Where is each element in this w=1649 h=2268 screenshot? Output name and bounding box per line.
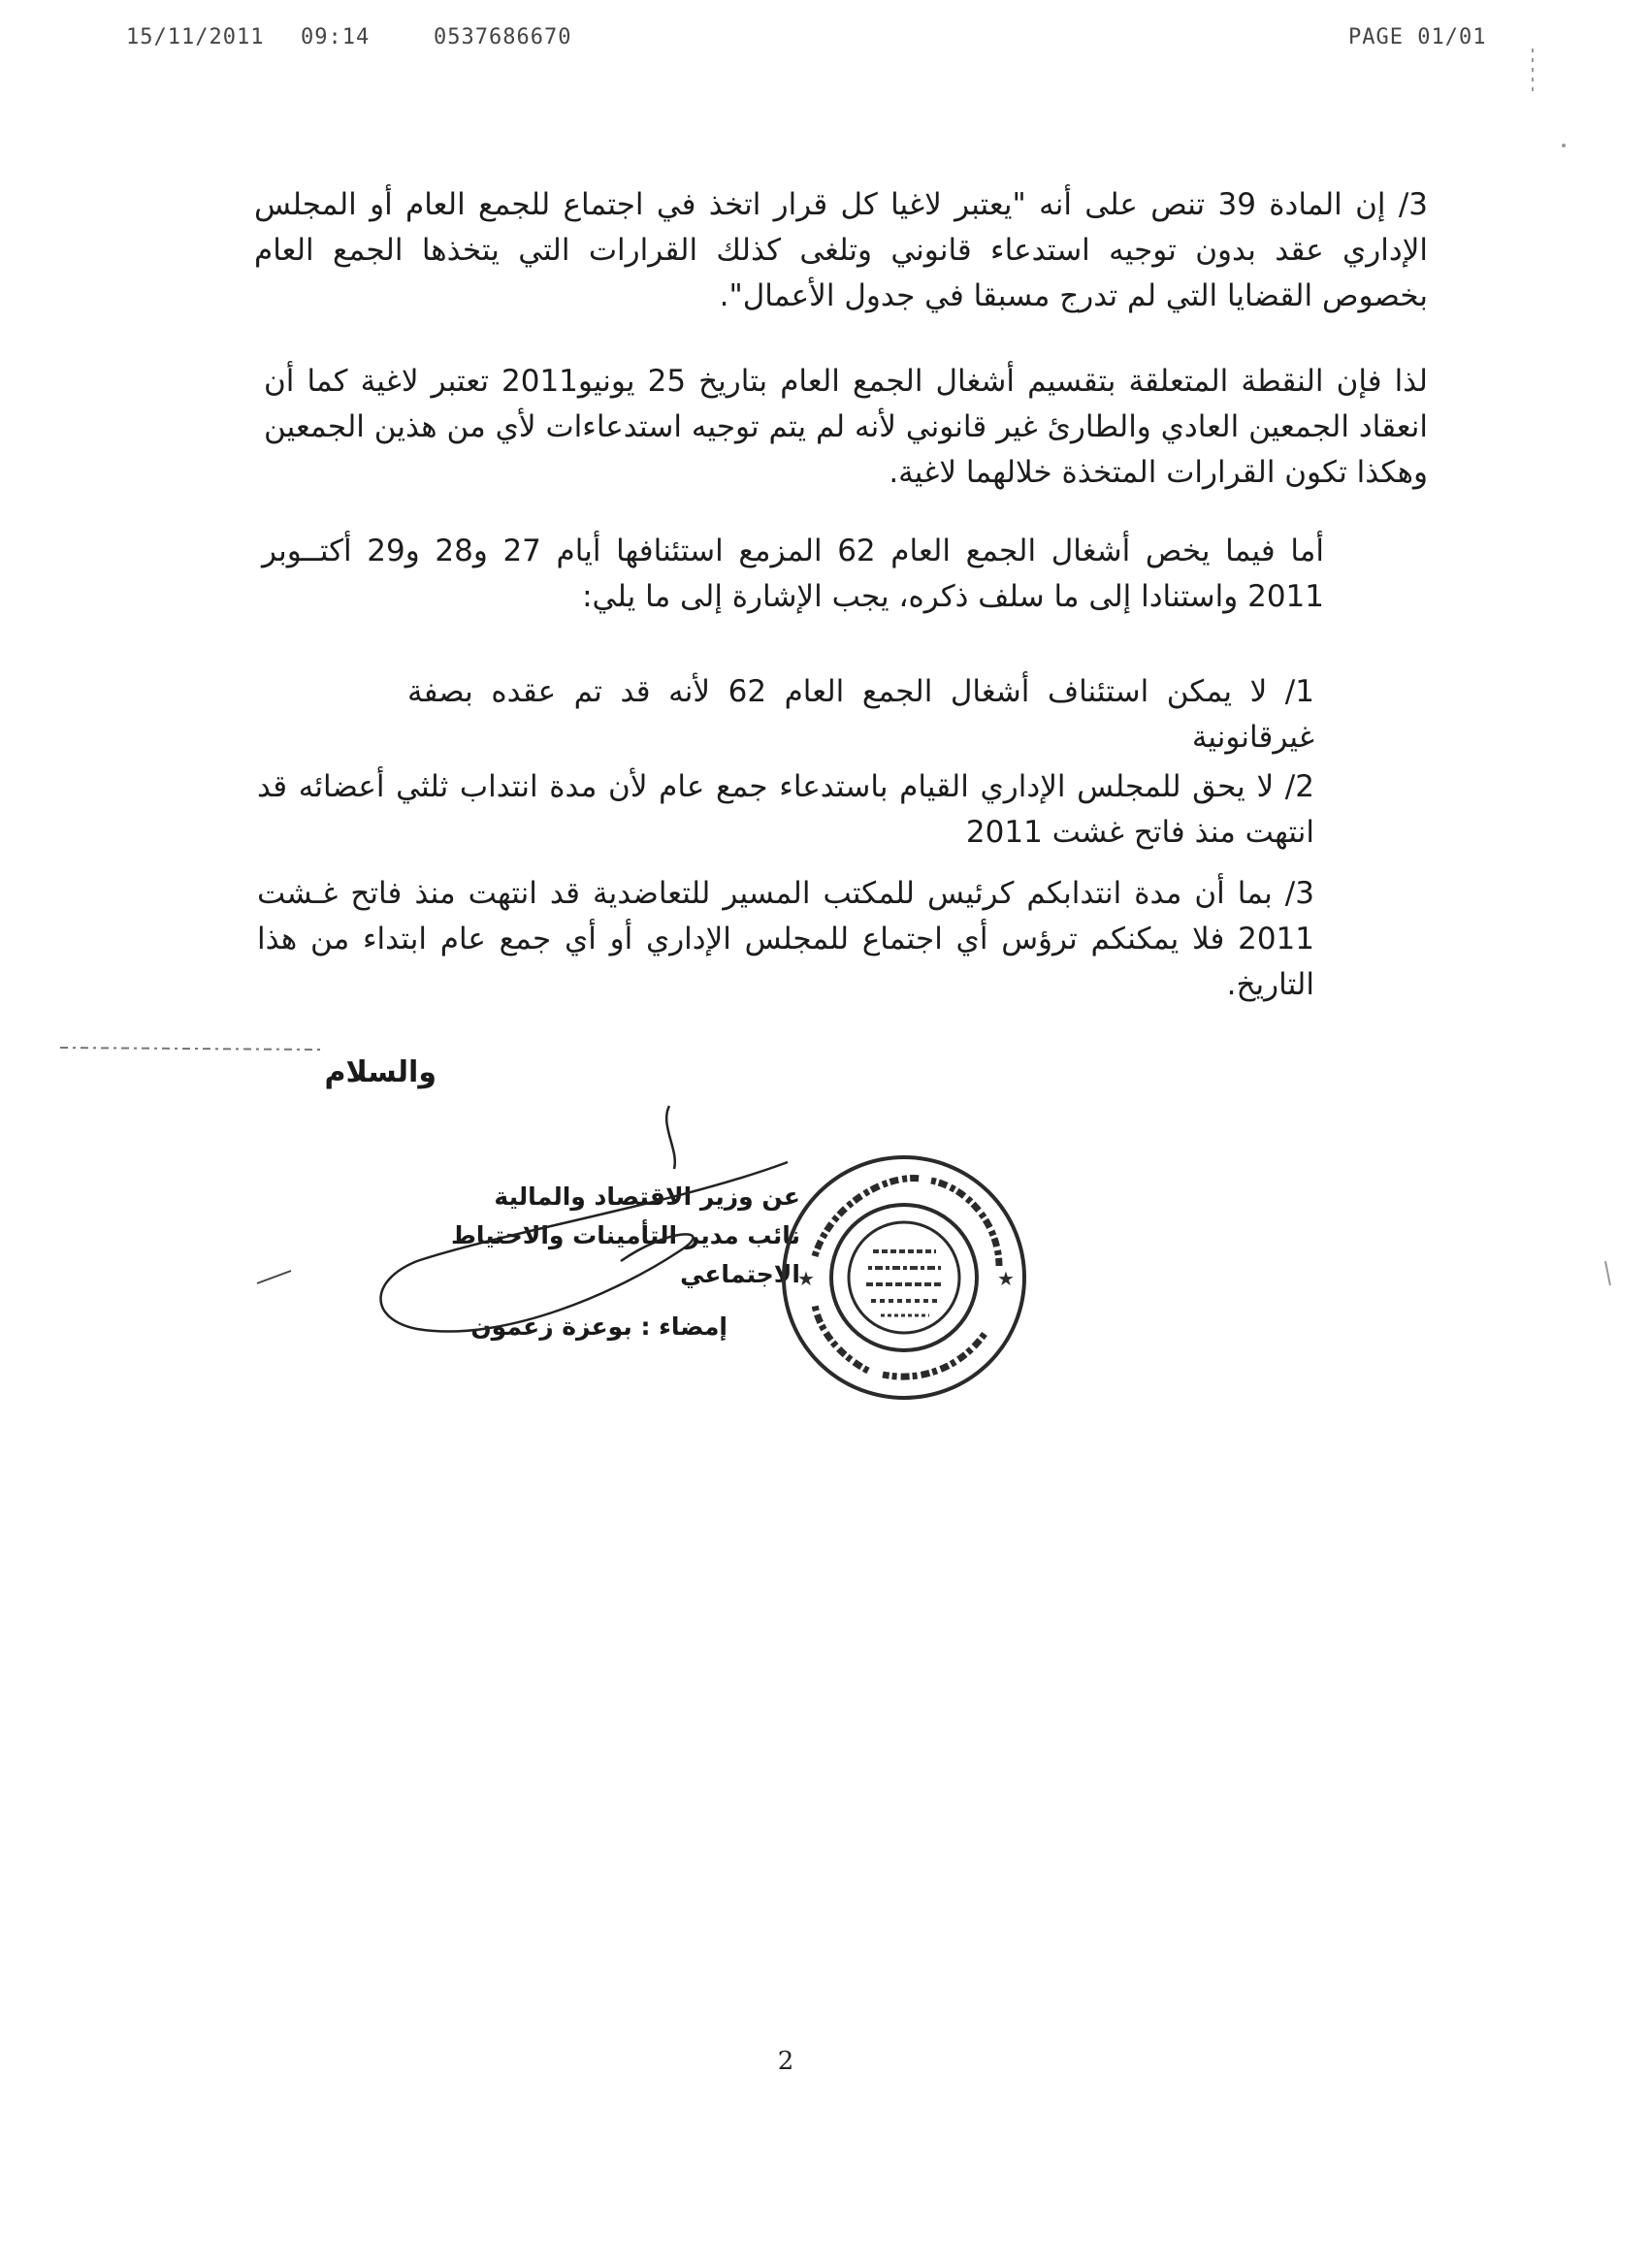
stamp-ring-text	[815, 1179, 999, 1377]
signature-title-line-2: نائب مدير التأمينات والاحتياط الاجتماعي	[450, 1221, 800, 1288]
page-number: 2	[777, 2047, 794, 2076]
list-item-2: 2/ لا يحق للمجلس الإداري القيام باستدعاء جمع عام لأن مدة انتداب ثلثي أعضائه قد انتهت منذ فاتح غشت 2011	[257, 769, 1314, 850]
stamp-star-right: ★	[997, 1267, 1015, 1290]
official-stamp	[776, 1150, 1033, 1407]
closing-salutation: والسلام	[324, 1055, 436, 1089]
list-item-3: 3/ بما أن مدة انتدابكم كرئيس للمكتب المسير للتعاضدية قد انتهت منذ فاتح غـشت 2011 فلا يمكنكم ترؤس أي اجتماع للمجلس الإداري أو أي جمع عام ابتداء من هذا التاريخ.	[257, 876, 1314, 1002]
stamp-outer-ring	[784, 1157, 1024, 1398]
scan-dash-line	[60, 1048, 320, 1050]
paragraph-annulment: لذا فإن النقطة المتعلقة بتقسيم أشغال الجمع العام بتاريخ 25 يونيو2011 تعتبر لاغية كما أن انعقاد الجمعين العادي والطارئ غير قانوني لأنه لم يتم توجيه استدعاءات لأي من هذين الجمعين وهكذا تكون القرارات المتخذة خلالهما لاغية.	[264, 364, 1428, 490]
scan-edge-mark-right	[1605, 1261, 1610, 1285]
fax-number: 0537686670	[434, 25, 572, 49]
fax-header	[0, 25, 1649, 54]
signature-block	[354, 1178, 800, 1346]
paragraph-article-39: 3/ إن المادة 39 تنص على أنه "يعتبر لاغيا كل قرار اتخذ في اجتماع للجمع العام أو المجلس الإداري عقد بدون توجيه استدعاء قانوني وتلغى كذلك القرارات التي يتخذها الجمع العام بخصوص القضايا التي لم تدرج مسبقا في جدول الأعمال".	[254, 187, 1428, 313]
fax-date: 15/11/2011	[126, 25, 265, 49]
paragraph-general-assembly: أما فيما يخص أشغال الجمع العام 62 المزمع استئنافها أيام 27 و28 و29 أكتــوبر 2011 واستنادا إلى ما سلف ذكره، يجب الإشارة إلى ما يلي:	[262, 534, 1324, 614]
fax-page-indicator: PAGE 01/01	[1348, 25, 1487, 49]
pen-stroke-mark	[257, 1271, 291, 1283]
stamp-middle-ring	[831, 1205, 977, 1350]
list-item-1: 1/ لا يمكن استئناف أشغال الجمع العام 62 لأنه قد تم عقده بصفة غيرقانونية	[407, 674, 1314, 755]
fax-time: 09:14	[301, 25, 371, 49]
stamp-star-left: ★	[797, 1267, 815, 1290]
signature-title-line-1: عن وزير الاقتصاد والمالية	[494, 1183, 800, 1211]
scan-dot	[1562, 144, 1566, 147]
signature-signed-by: إمضاء : بوعزة زعمون	[470, 1312, 728, 1341]
